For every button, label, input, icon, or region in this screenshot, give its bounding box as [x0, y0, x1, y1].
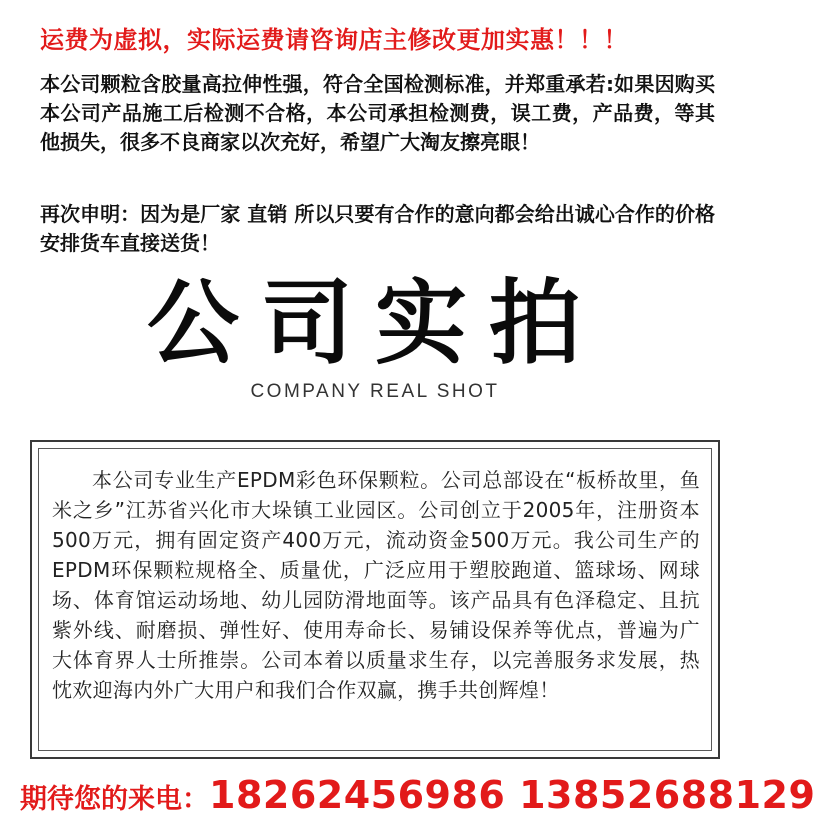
contact-phone-numbers: 18262456986 13852688129: [209, 773, 815, 817]
section-title-chinese: 公司实拍: [146, 269, 603, 377]
direct-sale-statement: 再次申明：因为是厂家 直销 所以只要有合作的意向都会给出诚心合作的价格安排货车直接送货！: [40, 202, 715, 255]
shipping-notice: 运费为虚拟，实际运费请咨询店主修改更加实惠！！！: [40, 26, 628, 54]
quality-promise-text: 本公司颗粒含胶量高拉伸性强，符合全国检测标准，并郑重承若:如果因购买本公司产品施工后检测不合格，本公司承担检测费，误工费，产品费，等其他损失，很多不良商家以次充好，希望广大淘友擦亮眼！: [40, 72, 715, 154]
section-title-english: COMPANY REAL SHOT: [250, 381, 500, 402]
company-intro-text: 本公司专业生产EPDM彩色环保颗粒。公司总部设在“板桥故里，鱼米之乡”江苏省兴化市大垛镇工业园区。公司创立于2005年，注册资本500万元，拥有固定资产400万元，流动资金500万元。我公司生产的EPDM环保颗粒规格全、质量优，广泛应用于塑胶跑道、篮球场、网球场、体育馆运动场地、幼儿园防滑地面等。该产品具有色泽稳定、且抗紫外线、耐磨损、弹性好、使用寿命长、易铺设保养等优点，普遍为广大体育界人士所推崇。公司本着以质量求生存，以完善服务求发展，热忱欢迎海内外广大用户和我们合作双赢，携手共创辉煌！: [52, 468, 700, 702]
contact-line: [20, 775, 815, 823]
contact-label: 期待您的来电：: [20, 784, 209, 815]
